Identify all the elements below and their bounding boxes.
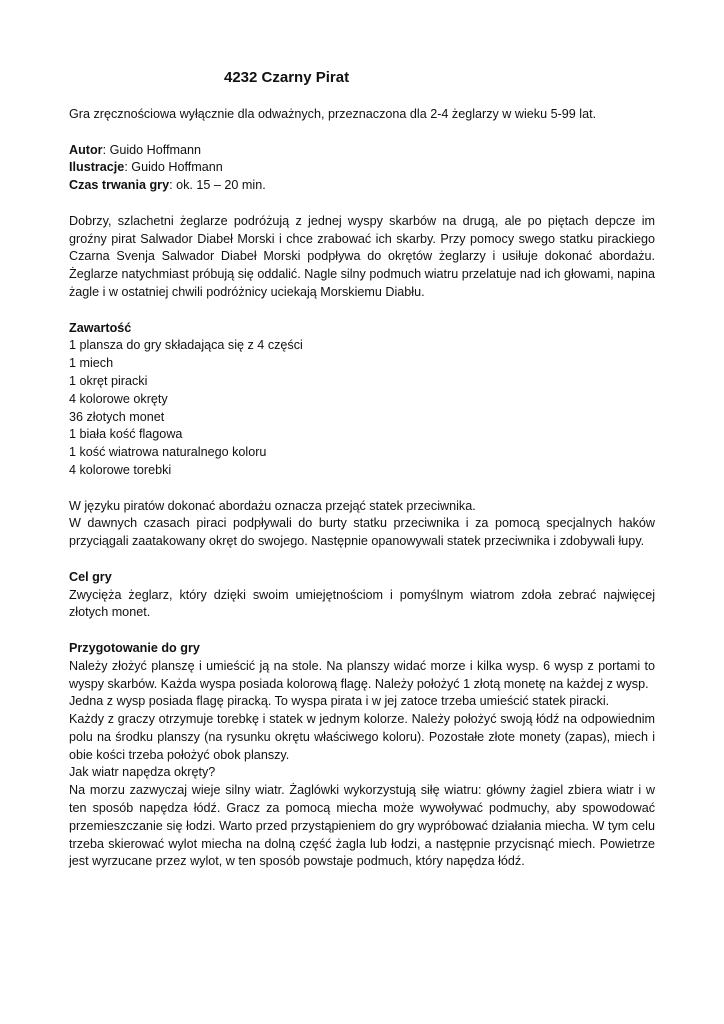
intro-paragraph: Gra zręcznościowa wyłącznie dla odważnych, przeznaczona dla 2-4 żeglarzy w wieku 5-99 lat. xyxy=(69,107,597,121)
duration-label: Czas trwania gry xyxy=(69,178,170,193)
contents-list xyxy=(69,337,655,479)
setup-paragraph-2: Jedna z wysp posiada flagę piracką. To wyspa pirata i w jej zatoce trzeba umieścić statek piracki. xyxy=(69,694,610,709)
list-item: 36 złotych monet xyxy=(69,409,165,424)
setup-heading: Przygotowanie do gry xyxy=(69,640,200,655)
list-item: 1 kość wiatrowa naturalnego koloru xyxy=(69,445,267,460)
author-value: : Guido Hoffmann xyxy=(102,142,202,157)
duration-value: : ok. 15 – 20 min. xyxy=(169,178,266,193)
setup-paragraph-1: Należy złożyć planszę i umieścić ją na stole. Na planszy widać morze i kilka wysp. 6 wysp z portami to wyspy skarbów. Każda wyspa posiada kolorową flagę. Należy położyć 1 złotą monetę na każdej z wysp. xyxy=(69,658,655,691)
list-item: 4 kolorowe okręty xyxy=(69,391,168,406)
page-title: 4232 Czarny Pirat xyxy=(224,69,350,86)
story-paragraph: Dobrzy, szlachetni żeglarze podróżują z jednej wyspy skarbów na drugą, ale po piętach depcze im groźny pirat Salwador Diabeł Morski i chce zrabować ich skarby. Przy pomocy swego statku pirackiego Czarna Svenja Salwador Diabeł Morski podpływa do okrętów żeglarzy i usiłuje dokonać abordażu. Żeglarze natychmiast próbują się oddalić. Nagle silny podmuch wiatru przelatuje nad ich głowami, napina żagle i w ostatniej chwili podróżnicy uciekają Morskiemu Diabłu. xyxy=(69,213,655,299)
setup-section xyxy=(69,640,655,871)
credits xyxy=(69,142,655,195)
list-item: 4 kolorowe torebki xyxy=(69,462,172,477)
list-item: 1 miech xyxy=(69,356,114,371)
contents-section xyxy=(69,320,655,480)
illustrations-label: Ilustracje xyxy=(69,160,125,175)
list-item: 1 plansza do gry składająca się z 4 części xyxy=(69,338,303,353)
document-body xyxy=(69,106,655,871)
list-item: 1 okręt piracki xyxy=(69,373,148,388)
goal-text: Zwycięża żeglarz, który dzięki swoim umiejętnościom i pomyślnym wiatrom zdoła zebrać najwięcej złotych monet. xyxy=(69,587,655,620)
setup-paragraph-3: Każdy z graczy otrzymuje torebkę i statek w jednym kolorze. Należy położyć swoją łódź na odpowiednim polu na środku planszy (na rysunku okrętu właściwego koloru). Pozostałe złote monety (zapas), miech i obie kości trzeba położyć obok planszy. xyxy=(69,712,655,762)
author-label: Autor xyxy=(69,142,103,157)
setup-paragraph-4: Jak wiatr napędza okręty? xyxy=(69,765,216,780)
setup-paragraph-5: Na morzu zazwyczaj wieje silny wiatr. Żaglówki wykorzystują siłę wiatru: główny żagiel zbiera wiatr i w ten sposób napędza łódź. Gracz za pomocą miecha może wywoływać podmuchy, aby spowodować przemieszczanie się łodzi. Warto przed przystąpieniem do gry wypróbować działania miecha. W tym celu trzeba skierować wylot miecha na dolną część żagla lub łodzi, a następnie przycisnąć miech. Powietrze jest wyrzucane przez wylot, w ten sposób powstaje podmuch, który napędza łódź. xyxy=(69,783,655,869)
illustrations-value: : Guido Hoffmann xyxy=(124,160,223,175)
goal-section xyxy=(69,569,655,622)
credit-illustrations xyxy=(69,159,655,177)
goal-heading: Cel gry xyxy=(69,569,112,584)
contents-heading: Zawartość xyxy=(69,320,132,335)
credit-duration xyxy=(69,177,655,195)
credit-author xyxy=(69,142,655,160)
abordaz-line-1: W języku piratów dokonać abordażu oznacza przejąć statek przeciwnika. xyxy=(69,498,476,513)
list-item: 1 biała kość flagowa xyxy=(69,427,183,442)
abordaz-line-2: W dawnych czasach piraci podpływali do burty statku przeciwnika i za pomocą specjalnych haków przyciągali zaatakowany okręt do swojego. Następnie opanowywali statek przeciwnika i zdobywali łupy. xyxy=(69,516,655,549)
